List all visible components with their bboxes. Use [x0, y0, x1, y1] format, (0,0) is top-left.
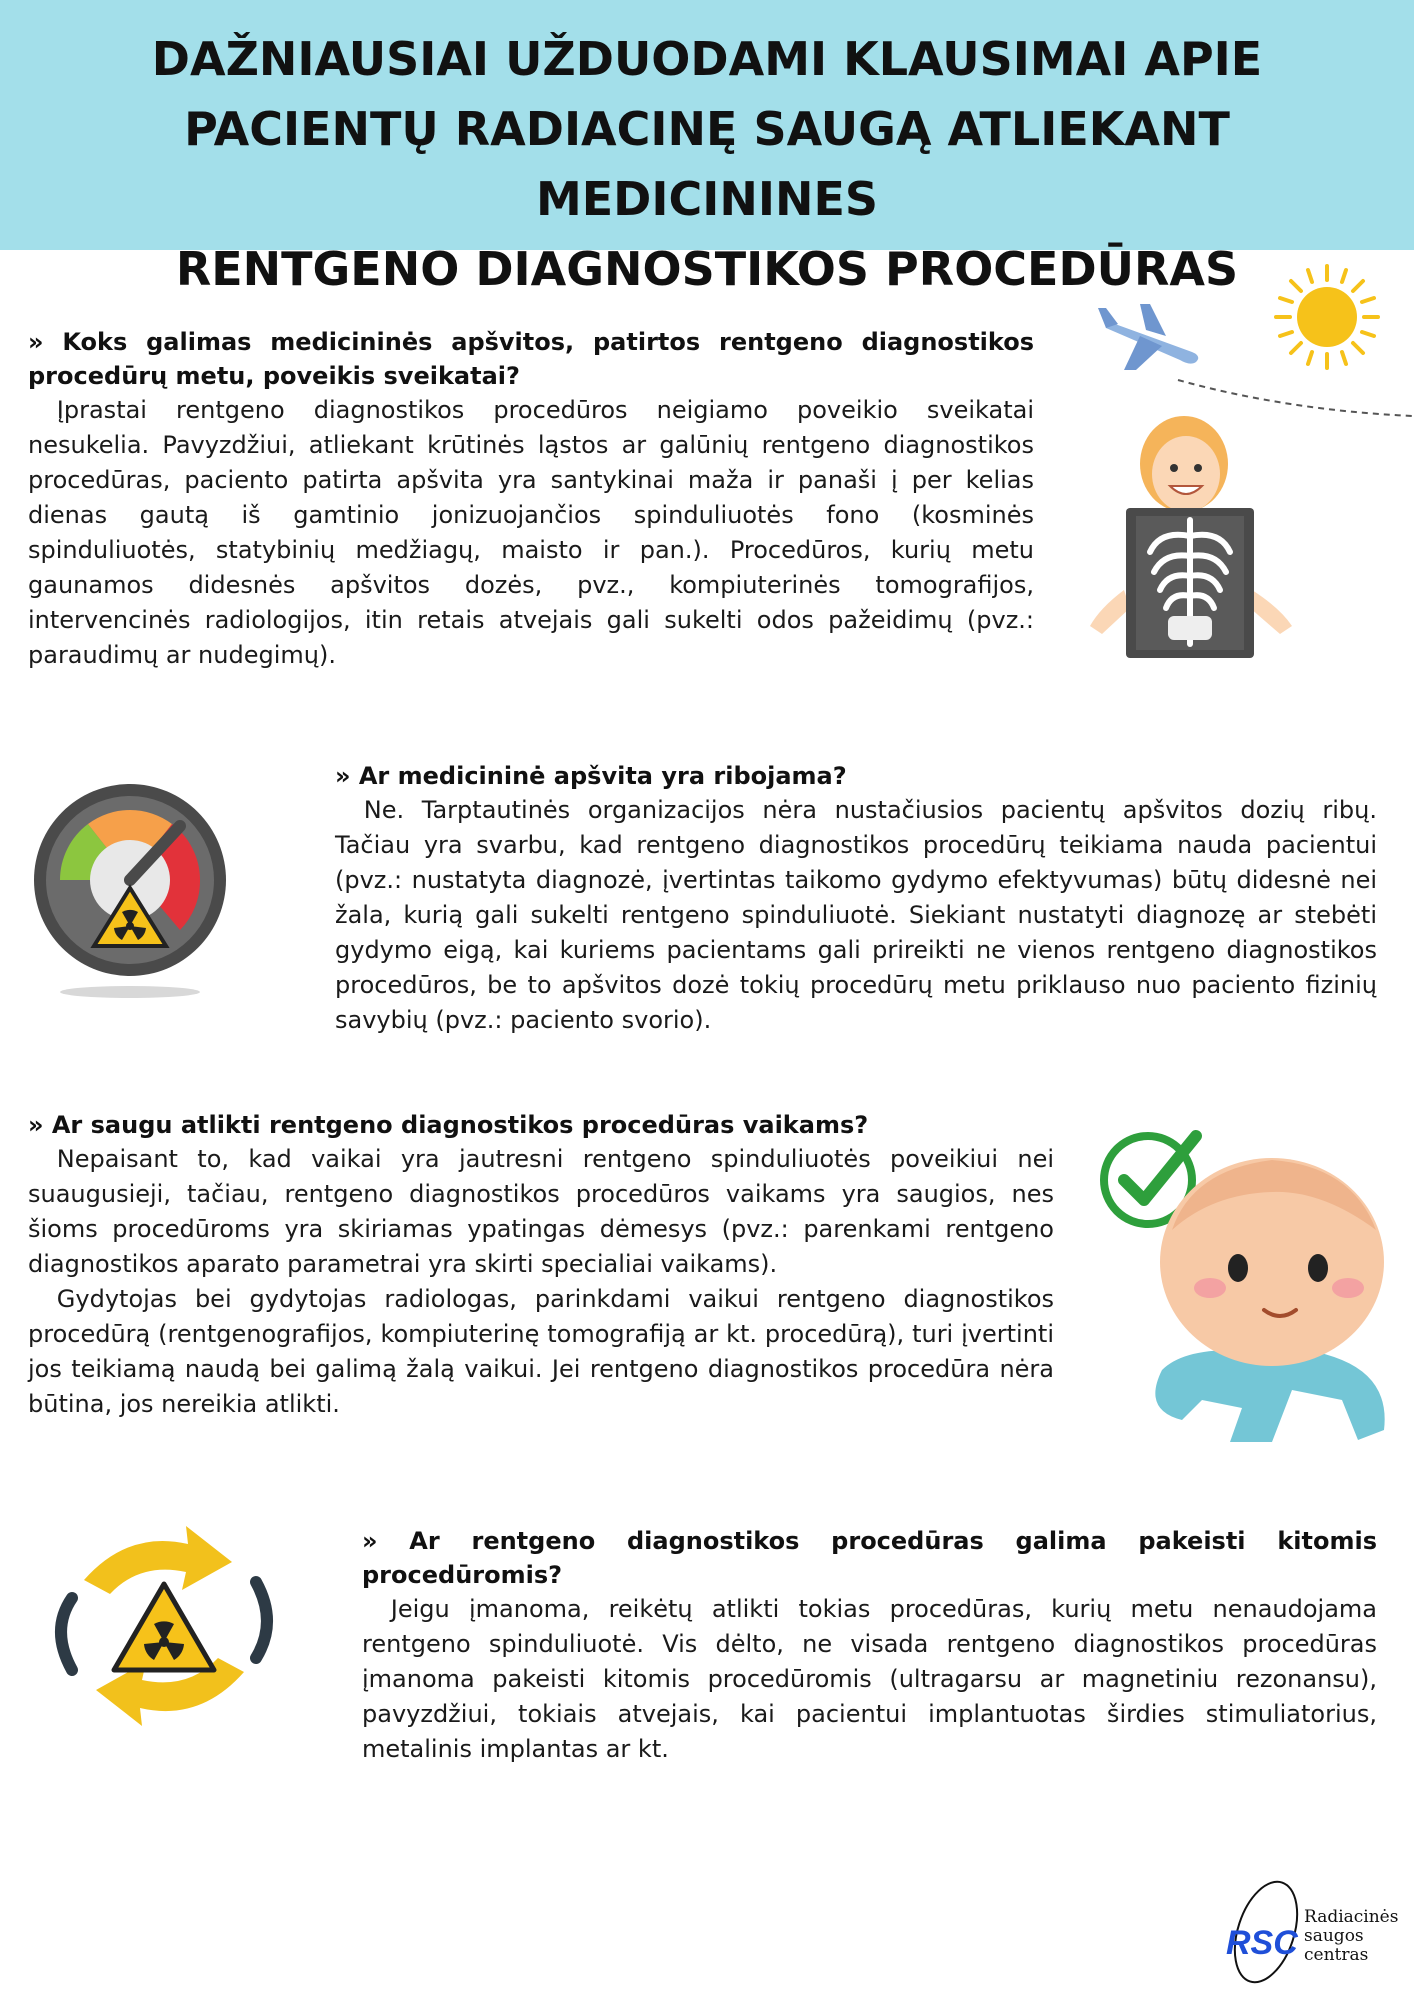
page-title [20, 24, 1394, 304]
faq-answer-4: Jeigu įmanoma, reikėtų atlikti tokias procedūras, kurių metu nenaudojama rentgeno spinduliuotė. Vis dėlto, ne visada rentgeno diagnostikos procedūras įmanoma pakeisti kitomis procedūromis (ultragarsu ar magnetiniu rezonansu), pavyzdžiui, tokiais atvejais, kai pacientui implantuotas širdies stimuliatorius, metalinis implantas ar kt. [362, 1595, 1377, 1763]
header-banner [0, 0, 1414, 296]
faq-question-2: » Ar medicininė apšvita yra ribojama? [335, 762, 847, 790]
logo-name-line-2: saugos [1304, 1926, 1364, 1946]
faq-answer-2: Ne. Tarptautinės organizacijos nėra nustačiusios pacientų apšvitos dozių ribų. Tačiau yra svarbu, kad rentgeno diagnostikos procedūrų teikiama nauda pacientui (pvz.: nustatyta diagnozė, įvertintas taikomo gydymo efektyvumas) būtų didesnė nei žala, kurią gali sukelti rentgeno spinduliuotė. Siekiant nustatyti diagnozę ar stebėti gydymo eigą, kai kuriems pacientams gali prireikti ne vienos rentgeno diagnostikos procedūros, be to apšvitos dozė tokių procedūrų metu priklauso nuo paciento fizinių savybių (pvz.: paciento svorio). [335, 796, 1377, 1034]
title-line-2: PACIENTŲ RADIACINĘ SAUGĄ ATLIEKANT MEDICININES [184, 102, 1230, 226]
faq-answer-3a: Nepaisant to, kad vaikai yra jautresni rentgeno spinduliuotės poveikiui nei suaugusieji, tačiau, rentgeno diagnostikos procedūros vaikams yra saugios, nes šioms procedūroms yra skiriamas ypatingas dėmesys (pvz.: parenkami rentgeno diagnostikos aparato parametrai yra skirti specialiai vaikams). [28, 1145, 1054, 1278]
faq-section-3 [28, 1108, 1054, 1422]
xray-person-icon [1080, 412, 1320, 662]
faq-section-2 [335, 759, 1377, 1038]
title-line-1: DAŽNIAUSIAI UŽDUODAMI KLAUSIMAI APIE [151, 32, 1263, 86]
rsc-logo-mark [1222, 1876, 1312, 1986]
title-line-3: RENTGENO DIAGNOSTIKOS PROCEDŪRAS [175, 242, 1239, 296]
faq-question-4: » Ar rentgeno diagnostikos procedūras galima pakeisti kitomis procedūromis? [362, 1527, 1377, 1589]
faq-section-1 [28, 325, 1034, 673]
svg-text:RSC: RSC [1226, 1924, 1298, 1962]
sun-icon [1272, 262, 1382, 372]
logo-name-line-3: centras [1304, 1945, 1369, 1965]
rsc-logo [1222, 1876, 1399, 1986]
baby-icon [1122, 1150, 1392, 1450]
faq-question-1: » Koks galimas medicininės apšvitos, patirtos rentgeno diagnostikos procedūrų metu, poveikis sveikatai? [28, 328, 1034, 390]
cycle-arrows-icon [48, 1510, 280, 1742]
dose-gauge-icon [30, 770, 230, 1000]
airplane-icon [1096, 300, 1206, 372]
faq-section-4 [362, 1524, 1377, 1767]
logo-name-line-1: Radiacinės [1304, 1907, 1399, 1927]
faq-answer-3b: Gydytojas bei gydytojas radiologas, parinkdami vaikui rentgeno diagnostikos procedūrą (rentgenografijos, kompiuterinę tomografiją ar kt. procedūrą), turi įvertinti jos teikiamą naudą bei galimą žalą vaikui. Jei rentgeno diagnostikos procedūra nėra būtina, jos nereikia atlikti. [28, 1285, 1054, 1418]
logo-name [1304, 1908, 1398, 1965]
faq-question-3: » Ar saugu atlikti rentgeno diagnostikos procedūras vaikams? [28, 1111, 869, 1139]
faq-answer-1: Įprastai rentgeno diagnostikos procedūros neigiamo poveikio sveikatai nesukelia. Pavyzdžiui, atliekant krūtinės ląstos ar galūnių rentgeno diagnostikos procedūras, paciento patirta apšvita yra santykinai maža ir panaši į per kelias dienas gautą iš gamtinio jonizuojančios spinduliuotės fono (kosminės spinduliuotės, statybinių medžiagų, maisto ir pan.). Procedūros, kurių metu gaunamos didesnės apšvitos dozės, pvz., kompiuterinės tomografijos, intervencinės radiologijos, itin retais atvejais gali sukelti odos pažeidimų (pvz.: paraudimų ar nudegimų). [28, 396, 1034, 669]
